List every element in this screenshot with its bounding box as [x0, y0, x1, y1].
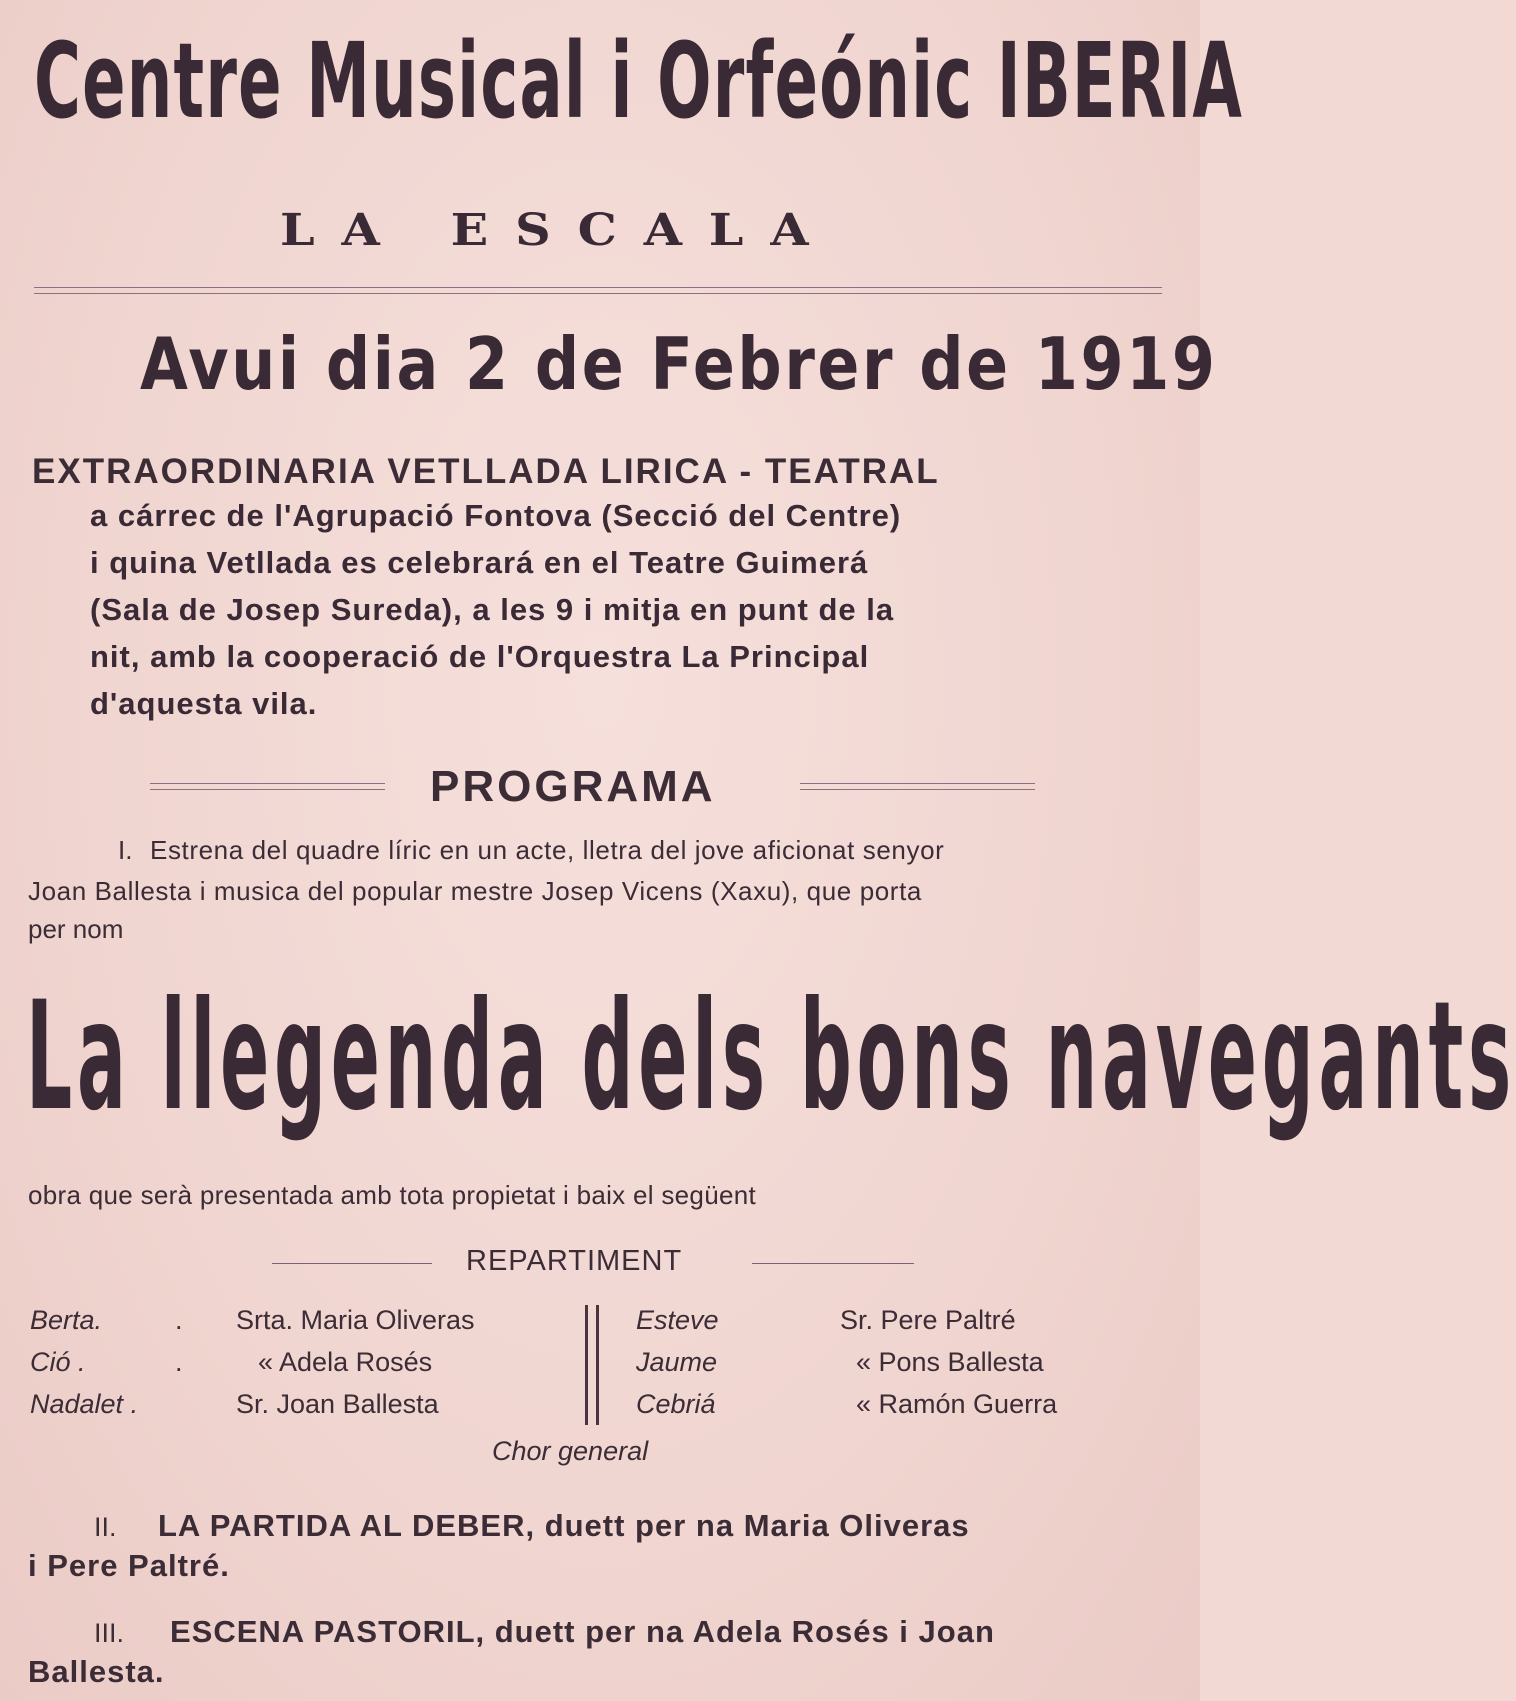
header-divider	[34, 287, 1162, 294]
cast-role: Jaume	[636, 1347, 718, 1377]
cast-actor: Srta. Maria Oliveras	[236, 1305, 475, 1335]
cast-actor: « Adela Rosés	[258, 1347, 433, 1377]
date-line: Avui dia 2 de Febrer de 1919	[140, 322, 1218, 406]
programa-rule-right	[800, 783, 1035, 790]
repartiment-rule-right	[752, 1263, 914, 1264]
programa-heading: PROGRAMA	[430, 762, 716, 811]
intro-line: d'aquesta vila.	[90, 686, 318, 721]
play-title: La llegenda dels bons navegants	[26, 970, 1516, 1144]
item-line: Estrena del quadre líric en un acte, lletra del jove aficionat senyor	[150, 835, 945, 865]
item-number: I.	[118, 835, 133, 865]
cast-role: Cebriá	[636, 1389, 716, 1419]
town-subtitle: LA ESCALA	[280, 205, 836, 256]
cast-dot: .	[175, 1305, 183, 1335]
programa-rule-left	[150, 783, 385, 790]
poster-title: Centre Musical i Orfeónic IBERIA	[34, 20, 1244, 142]
item-line: ESCENA PASTORIL, duett per na Adela Rosés i Joan	[170, 1614, 995, 1649]
repartiment-heading: REPARTIMENT	[466, 1245, 683, 1277]
cast-actor: Sr. Joan Ballesta	[236, 1389, 439, 1419]
item-line: Joan Ballesta i musica del popular mestre Josep Vicens (Xaxu), que porta	[28, 876, 922, 906]
cast-role: Berta.	[30, 1305, 103, 1335]
cast-dot: .	[175, 1347, 183, 1377]
cast-role: Esteve	[636, 1305, 719, 1335]
item-line: Ballesta.	[28, 1654, 165, 1689]
chorus-line: Chor general	[492, 1436, 649, 1466]
cast-actor: Sr. Pere Paltré	[840, 1305, 1016, 1335]
item-line: per nom	[28, 914, 124, 944]
item-line: LA PARTIDA AL DEBER, duett per na Maria Oliveras	[158, 1508, 970, 1543]
intro-line: nit, amb la cooperació de l'Orquestra La Principal	[90, 639, 870, 674]
item-number: II.	[94, 1512, 117, 1542]
cast-column-divider	[585, 1305, 599, 1425]
play-subtitle: obra que serà presentada amb tota propietat i baix el següent	[28, 1180, 756, 1210]
intro-line: a cárrec de l'Agrupació Fontova (Secció del Centre)	[90, 498, 902, 533]
cast-role: Nadalet .	[30, 1389, 139, 1419]
cast-role: Ció .	[30, 1347, 86, 1377]
repartiment-rule-left	[272, 1263, 432, 1264]
cast-actor: « Pons Ballesta	[856, 1347, 1044, 1377]
intro-line: i quina Vetllada es celebrará en el Teatre Guimerá	[90, 545, 869, 580]
cast-actor: « Ramón Guerra	[856, 1389, 1058, 1419]
event-heading: EXTRAORDINARIA VETLLADA LIRICA - TEATRAL	[32, 452, 940, 491]
item-number: III.	[94, 1618, 125, 1648]
item-line: i Pere Paltré.	[28, 1548, 230, 1583]
intro-line: (Sala de Josep Sureda), a les 9 i mitja en punt de la	[90, 592, 895, 627]
